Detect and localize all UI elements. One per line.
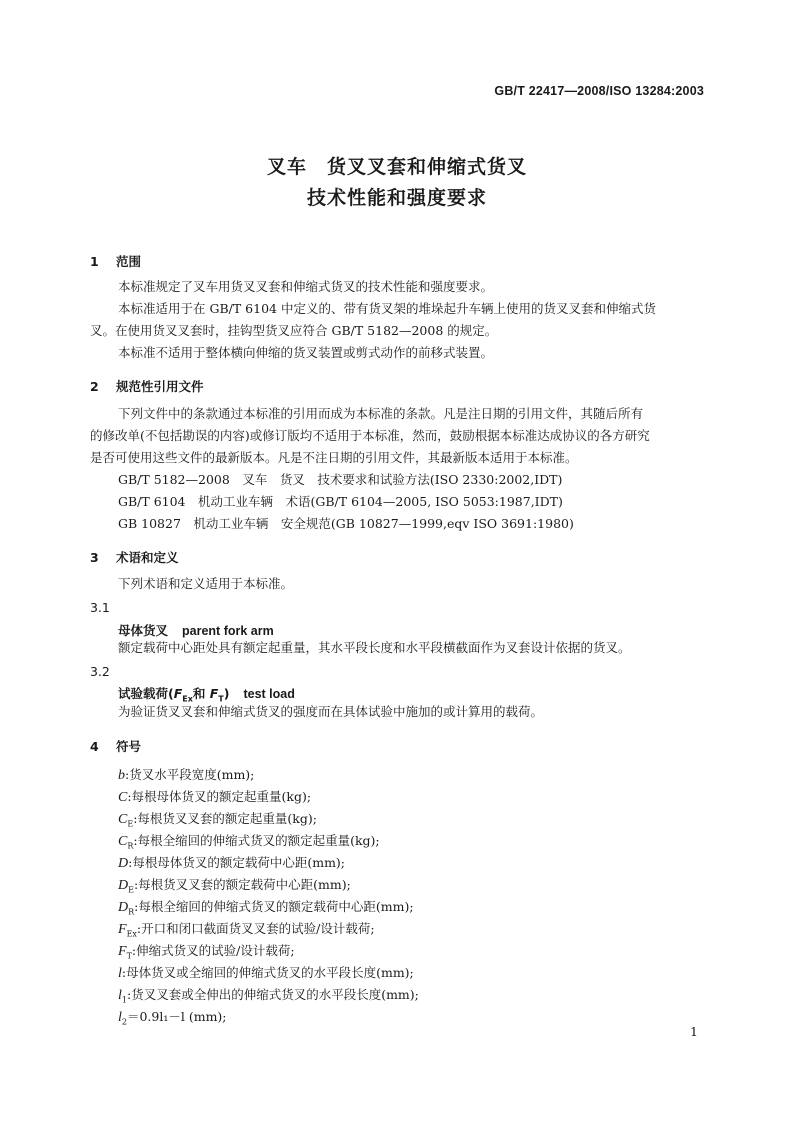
- paragraph-continuation: 叉。在使用货叉叉套时，挂钩型货叉应符合 GB/T 5182—2008 的规定。: [90, 323, 498, 338]
- section-2-heading: [90, 377, 204, 395]
- symbol-entry: [118, 875, 351, 895]
- symbol-description: :每根全缩回的伸缩式货叉的额定载荷中心距(mm);: [134, 899, 414, 914]
- reference-item: GB/T 6104 机动工业车辆 术语(GB/T 6104—2005, ISO 5053:1987,IDT): [118, 494, 563, 509]
- paragraph: 本标准规定了叉车用货叉叉套和伸缩式货叉的技术性能和强度要求。: [118, 279, 494, 294]
- section-title: 术语和定义: [116, 550, 179, 565]
- term-number: 3.1: [90, 600, 110, 615]
- symbol-entry: [118, 963, 414, 983]
- paragraph: 本标准适用于在 GB/T 6104 中定义的、带有货叉架的堆垛起升车辆上使用的货叉叉套和伸缩式货: [118, 301, 656, 316]
- symbol: l: [118, 966, 122, 981]
- symbol-description: :每根母体货叉的额定起重量(kg);: [127, 789, 312, 804]
- term-english: test load: [243, 687, 295, 701]
- paragraph: 下列文件中的条款通过本标准的引用而成为本标准的条款。凡是注日期的引用文件，其随后所有: [118, 406, 644, 421]
- symbol-subscript: T: [218, 694, 224, 704]
- term-number: 3.2: [90, 664, 110, 679]
- section-title: 范围: [116, 254, 142, 269]
- section-number: 2: [90, 379, 99, 394]
- section-number: 4: [90, 739, 99, 754]
- reference-item: GB 10827 机动工业车辆 安全规范(GB 10827—1999,eqv ISO 3691:1980): [118, 516, 574, 531]
- symbol: F: [118, 922, 127, 937]
- symbol: l: [118, 1010, 122, 1025]
- symbol-description: :货叉叉套或全伸出的伸缩式货叉的水平段长度(mm);: [126, 987, 419, 1002]
- section-title: 符号: [116, 739, 142, 754]
- symbol-entry: [118, 1007, 227, 1027]
- symbol-entry: [118, 831, 380, 851]
- symbol-subscript: E: [128, 885, 134, 895]
- paragraph-continuation: 的修改单(不包括勘误的内容)或修订版均不适用于本标准，然而，鼓励根据本标准达成协议的各方研究: [90, 428, 650, 443]
- symbol-entry: [118, 787, 311, 807]
- symbol-entry: [118, 765, 254, 785]
- symbol-f: F: [173, 686, 183, 701]
- symbol-description: :伸缩式货叉的试验/设计载荷;: [131, 943, 295, 958]
- symbol-description: :每根货叉叉套的额定起重量(kg);: [133, 811, 317, 826]
- term-definition: 额定载荷中心距处具有额定起重量，其水平段长度和水平段横截面作为叉套设计依据的货叉。: [118, 640, 631, 655]
- section-3-heading: [90, 548, 179, 566]
- symbol-entry: [118, 809, 317, 829]
- document-title-line-1: 叉车 货叉叉套和伸缩式货叉: [266, 156, 527, 178]
- symbol: C: [118, 790, 128, 805]
- symbol: D: [118, 878, 129, 893]
- section-title: 规范性引用文件: [116, 379, 204, 394]
- symbol-subscript: 1: [121, 995, 127, 1005]
- term-chinese-close: ): [223, 686, 230, 701]
- symbol-entry: [118, 897, 414, 917]
- symbol-description: :母体货叉或全缩回的伸缩式货叉的水平段长度(mm);: [121, 965, 414, 980]
- term-chinese: 母体货叉: [118, 623, 169, 638]
- term-conjunction: 和: [192, 686, 210, 701]
- reference-item: GB/T 5182—2008 叉车 货叉 技术要求和试验方法(ISO 2330:2002,IDT): [118, 472, 563, 487]
- section-1-heading: [90, 252, 141, 270]
- symbol: D: [118, 856, 129, 871]
- symbol-subscript: R: [128, 907, 135, 917]
- term-english: parent fork arm: [182, 624, 274, 638]
- paragraph: 下列术语和定义适用于本标准。: [118, 576, 294, 591]
- symbol-description: ＝0.9l₁－l (mm);: [126, 1009, 227, 1024]
- symbol-description: :每根货叉叉套的额定载荷中心距(mm);: [133, 877, 351, 892]
- symbol: b: [118, 768, 125, 783]
- paragraph: 本标准不适用于整体横向伸缩的货叉装置或剪式动作的前移式装置。: [118, 345, 494, 360]
- symbol-description: :开口和闭口截面货叉叉套的试验/设计载荷;: [136, 921, 375, 936]
- symbol-subscript: E: [127, 819, 134, 829]
- document-title-line-2: 技术性能和强度要求: [306, 187, 487, 209]
- section-number: 3: [90, 550, 99, 565]
- symbol: D: [118, 900, 129, 915]
- symbol-subscript: Ex: [126, 929, 137, 939]
- symbol-subscript: 2: [121, 1017, 127, 1027]
- section-4-heading: [90, 737, 141, 755]
- symbol-subscript: R: [127, 841, 134, 851]
- symbol-description: :货叉水平段宽度(mm);: [125, 767, 255, 782]
- symbol-entry: [118, 941, 295, 961]
- symbol: C: [118, 812, 128, 827]
- symbol: C: [118, 834, 128, 849]
- symbol-description: :每根全缩回的伸缩式货叉的额定起重量(kg);: [133, 833, 380, 848]
- symbol-entry: [118, 853, 345, 873]
- symbol: l: [118, 988, 122, 1003]
- symbol-subscript: Ex: [182, 694, 193, 704]
- symbol-f: F: [209, 686, 219, 701]
- symbol-description: :每根母体货叉的额定载荷中心距(mm);: [128, 855, 346, 870]
- term-chinese: 试验载荷(: [118, 686, 174, 701]
- symbol-subscript: T: [126, 951, 132, 961]
- symbol: F: [118, 944, 127, 959]
- page-number: 1: [690, 1024, 698, 1039]
- section-number: 1: [90, 254, 99, 269]
- paragraph-continuation: 是否可使用这些文件的最新版本。凡是不注日期的引用文件，其最新版本适用于本标准。: [90, 450, 578, 465]
- symbol-entry: [118, 919, 375, 939]
- symbol-entry: [118, 985, 419, 1005]
- term-definition: 为验证货叉叉套和伸缩式货叉的强度而在具体试验中施加的或计算用的载荷。: [118, 704, 544, 719]
- standard-code: GB/T 22417—2008/ISO 13284:2003: [494, 84, 704, 98]
